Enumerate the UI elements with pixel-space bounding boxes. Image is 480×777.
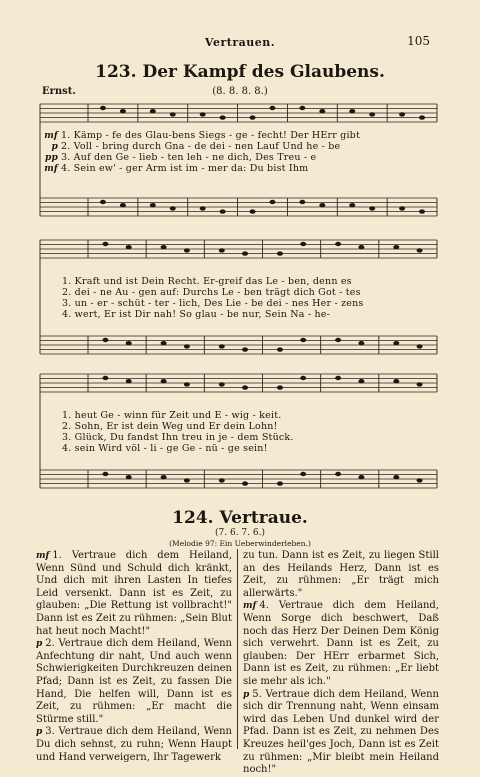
notehead [184, 478, 190, 482]
notehead [358, 379, 364, 383]
notehead [269, 106, 275, 110]
lyric-line: pp 3. Auf den Ge - lieb - ten leh - ne dich, Des Treu - e [45, 152, 317, 163]
notehead [161, 379, 167, 383]
system-1-lyrics [36, 130, 360, 174]
notehead [242, 347, 248, 351]
notehead [335, 376, 341, 380]
notehead [250, 115, 256, 119]
system-3-lyrics [62, 410, 294, 454]
notehead [170, 112, 176, 116]
verse: mf 4. Vertraue dich dem Heiland, Wenn Sorge dich beschwert, Daß noch das Herz Der Deinen Dem König sich verwehrt. Dann ist es Zeit, zu glauben: Der HErr erbarmet Sich, Dann ist es Zeit, zu rühmen: „Er liebt sie mehr als ich." [243, 600, 439, 687]
notehead [200, 206, 206, 210]
notehead [358, 341, 364, 345]
notehead [220, 209, 226, 213]
notehead [150, 203, 156, 207]
notehead [242, 251, 248, 255]
notehead [335, 472, 341, 476]
notehead [277, 347, 283, 351]
notehead [242, 385, 248, 389]
notehead [200, 112, 206, 116]
notehead [161, 475, 167, 479]
page-number: 105 [407, 34, 430, 48]
notehead [219, 344, 225, 348]
lyric-line: 2. dei - ne Au - gen auf: Durchs Le - ben trägt dich Got - tes [62, 287, 361, 298]
column-divider [237, 549, 238, 749]
notehead [393, 341, 399, 345]
notehead [250, 209, 256, 213]
notehead [358, 475, 364, 479]
notehead [335, 242, 341, 246]
hymn-124-meter: (7. 6. 7. 6.) [215, 528, 265, 538]
lyric-line: 1. Kraft und ist Dein Recht. Er-greif das Le - ben, denn es [62, 276, 352, 287]
lyric-line: 1. heut Ge - winn für Zeit und E - wig - keit. [62, 410, 282, 421]
notehead [399, 112, 405, 116]
tempo-marking: Ernst. [42, 86, 76, 97]
notehead [277, 481, 283, 485]
notehead [277, 385, 283, 389]
notehead [369, 206, 375, 210]
lyric-line: mf 1. Kämp - fe des Glau-bens Siegs - ge - fecht! Der HErr gibt [44, 130, 360, 141]
notehead [184, 344, 190, 348]
hymn-123-title: 123. Der Kampf des Glaubens. [95, 62, 385, 82]
notehead [161, 341, 167, 345]
notehead [299, 106, 305, 110]
notehead [369, 112, 375, 116]
hymn-124-left-column [36, 550, 232, 764]
notehead [300, 472, 306, 476]
lyric-line: 4. sein Wird völ - li - ge Ge - nü - ge sein! [62, 443, 268, 454]
notehead [417, 382, 423, 386]
hymn-124-title: 124. Vertraue. [172, 508, 308, 528]
notehead [220, 115, 226, 119]
notehead [120, 203, 126, 207]
notehead [219, 382, 225, 386]
notehead [419, 115, 425, 119]
lyric-line: 4. wert, Er ist Dir nah! So glau - be nur, Sein Na - he- [62, 309, 331, 320]
notehead [100, 106, 106, 110]
notehead [242, 481, 248, 485]
hymn-123-meter: (8. 8. 8. 8.) [212, 86, 268, 97]
notehead [419, 209, 425, 213]
notehead [126, 475, 132, 479]
hymn-124-right-column [243, 550, 439, 777]
notehead [393, 475, 399, 479]
notehead [300, 376, 306, 380]
notehead [184, 248, 190, 252]
notehead [417, 478, 423, 482]
notehead [300, 338, 306, 342]
notehead [417, 248, 423, 252]
notehead [277, 251, 283, 255]
lyric-line: mf 4. Sein ew' - ger Arm ist im - mer da: Du bist Ihm [44, 163, 309, 174]
notehead [102, 472, 108, 476]
running-title: Vertrauen. [204, 36, 276, 49]
notehead [300, 242, 306, 246]
notehead [393, 379, 399, 383]
notehead [393, 245, 399, 249]
notehead [335, 338, 341, 342]
notehead [184, 382, 190, 386]
lyric-line: 3. Glück, Du fandst Ihn treu in je - dem Stück. [62, 432, 294, 443]
notehead [319, 109, 325, 113]
notehead [399, 206, 405, 210]
notehead [349, 203, 355, 207]
verse: p 2. Vertraue dich dem Heiland, Wenn Anfechtung dir naht, Und auch wenn Schwierigkeiten Durchkreuzen deinen Pfad; Dann ist es Zeit, zu fassen Die Hand, Die helfen will, Dann ist es Zeit, zu rühmen: „Er macht die Stürme still." [36, 638, 232, 725]
notehead [102, 242, 108, 246]
notehead [319, 203, 325, 207]
notehead [126, 379, 132, 383]
notehead [161, 245, 167, 249]
lyric-line: 3. un - er - schüt - ter - lich, Des Lie - be dei - nes Her - zens [62, 298, 364, 309]
verse: p 5. Vertraue dich dem Heiland, Wenn sich dir Trennung naht, Wenn einsam wird das Leben Und dunkel wird der Pfad. Dann ist es Zeit, zu nehmen Des Kreuzes heil'ges Joch, Dann ist es Zeit zu rühmen: „Mir bleibt mein Heiland noch!" [243, 688, 439, 776]
system-2-lyrics [62, 276, 364, 320]
notehead [102, 376, 108, 380]
notehead [299, 200, 305, 204]
notehead [100, 200, 106, 204]
notehead [349, 109, 355, 113]
notehead [126, 245, 132, 249]
verse: mf 1. Vertraue dich dem Heiland, Wenn Sünd und Schuld dich kränkt, Und dich mit ihren Lasten In tiefes Leid versenkt. Dann ist es Zeit, zu glauben: „Die Rettung ist vollbracht!" Dann ist es Zeit zu rühmen: „Sein Blut hat heut noch Macht!" [36, 550, 232, 637]
notehead [358, 245, 364, 249]
notehead [269, 200, 275, 204]
notehead [417, 344, 423, 348]
notehead [219, 248, 225, 252]
lyric-line: 2. Sohn, Er ist dein Weg und Er dein Lohn! [62, 421, 278, 432]
lyric-line: p 2. Voll - bring durch Gna - de dei - nen Lauf Und he - be [51, 141, 341, 152]
melody-reference: (Melodie 97: Ein Ueberwinderleben.) [169, 539, 311, 548]
notehead [219, 478, 225, 482]
verse: zu tun. Dann ist es Zeit, zu liegen Still an des Heilands Herz, Dann ist es Zeit, zu rühmen: „Er trägt mich allerwärts." [243, 550, 439, 599]
notehead [170, 206, 176, 210]
notehead [150, 109, 156, 113]
notehead [120, 109, 126, 113]
notehead [126, 341, 132, 345]
verse: p 3. Vertraue dich dem Heiland, Wenn Du dich sehnst, zu ruhn; Wenn Haupt und Hand verweigern, Ihr Tagewerk [36, 726, 232, 763]
notehead [102, 338, 108, 342]
